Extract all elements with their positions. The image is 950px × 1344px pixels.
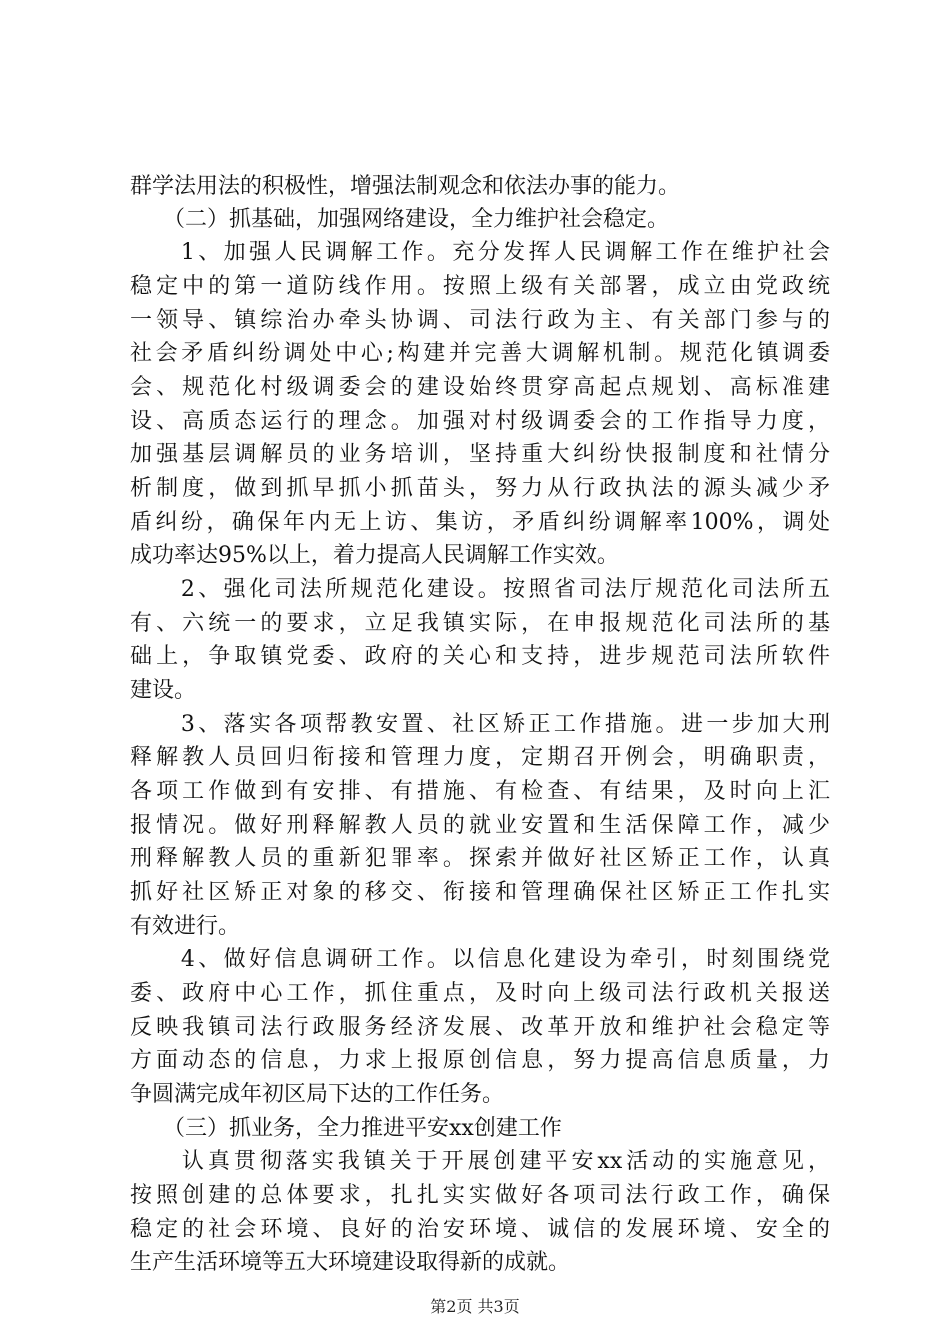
text-line: 稳定的社会环境、良好的治安环境、诚信的发展环境、安全的 [130, 1217, 830, 1242]
text-line: 方面动态的信息，力求上报原创信息，努力提高信息质量，力 [130, 1048, 830, 1073]
text-line: 有效进行。 [130, 914, 241, 939]
text-line: 各项工作做到有安排、有措施、有检查、有结果，及时向上汇 [130, 779, 830, 804]
text-line: 成功率达95%以上，着力提高人民调解工作实效。 [130, 543, 619, 568]
text-line: 抓好社区矫正对象的移交、衔接和管理确保社区矫正工作扎实 [130, 880, 830, 905]
section-heading: （三）抓业务，全力推进平安xx创建工作 [130, 1116, 562, 1141]
text-line: 析制度，做到抓早抓小抓苗头，努力从行政执法的源头减少矛 [130, 476, 830, 501]
text-line: 3、落实各项帮教安置、社区矫正工作措施。进一步加大刑 [130, 712, 830, 737]
text-line: 委、政府中心工作，抓住重点，及时向上级司法行政机关报送 [130, 981, 830, 1006]
text-line: 社会矛盾纠纷调处中心;构建并完善大调解机制。规范化镇调委 [130, 341, 830, 366]
text-line: 按照创建的总体要求，扎扎实实做好各项司法行政工作，确保 [130, 1183, 830, 1208]
text-line: 加强基层调解员的业务培训，坚持重大纠纷快报制度和社情分 [130, 442, 830, 467]
text-line: 4、做好信息调研工作。以信息化建设为牵引，时刻围绕党 [130, 947, 830, 972]
text-line: 反映我镇司法行政服务经济发展、改革开放和维护社会稳定等 [130, 1015, 830, 1040]
text-line: 设、高质态运行的理念。加强对村级调委会的工作指导力度， [130, 409, 830, 434]
text-line: 2、强化司法所规范化建设。按照省司法厅规范化司法所五 [130, 577, 830, 602]
text-line: 建设。 [130, 678, 197, 703]
text-line: 报情况。做好刑释解教人员的就业安置和生活保障工作，减少 [130, 813, 830, 838]
text-line: 释解教人员回归衔接和管理力度，定期召开例会，明确职责， [130, 745, 830, 770]
text-line: 盾纠纷，确保年内无上访、集访，矛盾纠纷调解率100%，调处 [130, 510, 830, 535]
text-line: 1、加强人民调解工作。充分发挥人民调解工作在维护社会 [130, 240, 830, 265]
text-line: 争圆满完成年初区局下达的工作任务。 [130, 1082, 505, 1107]
text-line: 刑释解教人员的重新犯罪率。探索并做好社区矫正工作，认真 [130, 846, 830, 871]
text-line: 一领导、镇综治办牵头协调、司法行政为主、有关部门参与的 [130, 308, 830, 333]
page-footer: 第2页 共3页 [430, 1297, 520, 1316]
section-heading: （二）抓基础，加强网络建设，全力维护社会稳定。 [130, 207, 670, 232]
text-line: 会、规范化村级调委会的建设始终贯穿高起点规划、高标准建 [130, 375, 830, 400]
text-line: 群学法用法的积极性，增强法制观念和依法办事的能力。 [130, 174, 681, 199]
text-line: 认真贯彻落实我镇关于开展创建平安xx活动的实施意见， [130, 1149, 830, 1174]
text-line: 有、六统一的要求，立足我镇实际，在申报规范化司法所的基 [130, 611, 830, 636]
text-line: 础上，争取镇党委、政府的关心和支持，进步规范司法所软件 [130, 644, 830, 669]
text-line: 生产生活环境等五大环境建设取得新的成就。 [130, 1250, 571, 1275]
text-line: 稳定中的第一道防线作用。按照上级有关部署，成立由党政统 [130, 274, 830, 299]
